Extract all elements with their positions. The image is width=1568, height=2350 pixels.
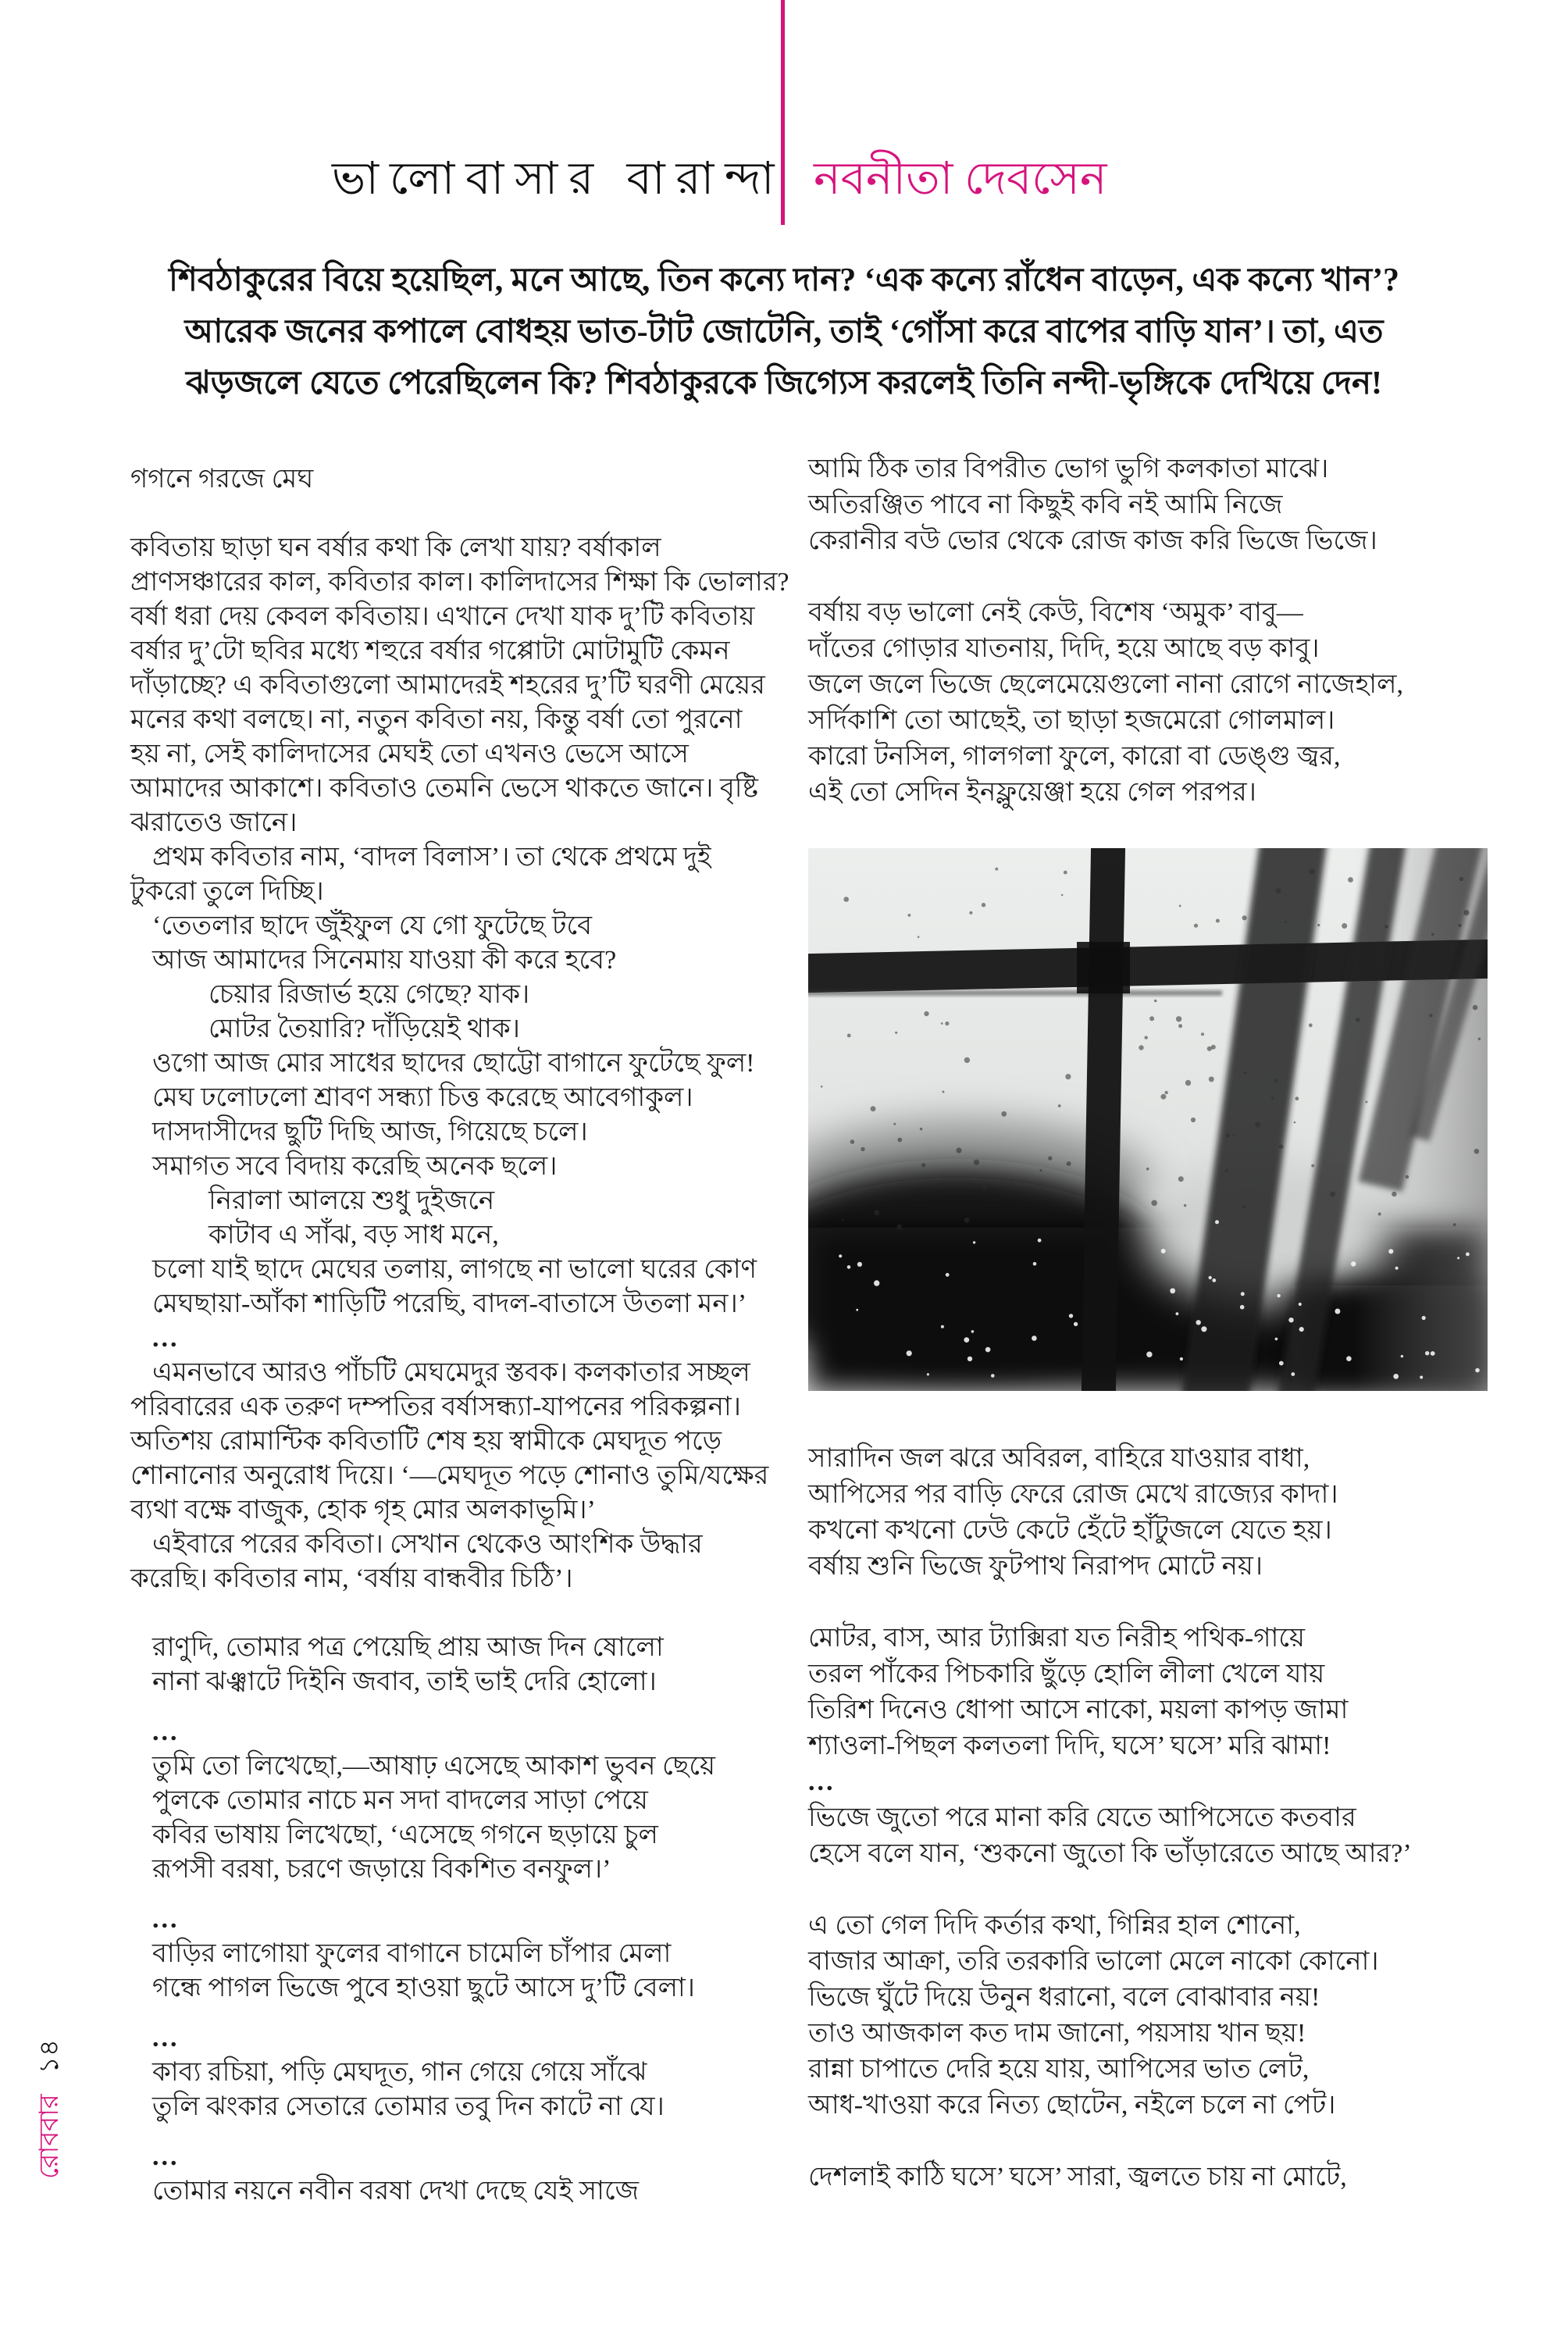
text-line: ... xyxy=(152,1717,180,1746)
column-title: ভালোবাসার বারান্দা xyxy=(332,153,786,204)
text-line: এমনভাবে আরও পাঁচটি মেঘমেদুর স্তবক। কলকাতার সচ্ছল xyxy=(152,1358,750,1387)
text-line: প্রথম কবিতার নাম, ‘বাদল বিলাস’। তা থেকে প্রথমে দুই xyxy=(152,843,711,872)
text-line: তিরিশ দিনেও ধোপা আসে নাকো, ময়লা কাপড় জামা xyxy=(808,1696,1349,1724)
text-line: রাণুদি, তোমার পত্র পেয়েছি প্রায় আজ দিন ষোলো xyxy=(152,1633,664,1662)
page-edge-tab xyxy=(34,2039,66,2179)
text-line: চলো যাই ছাদে মেঘের তলায়, লাগছে না ভালো ঘরের কোণ xyxy=(152,1255,757,1284)
text-line: ভিজে ঘুঁটে দিয়ে উনুন ধরানো, বলে বোঝাবার নয়! xyxy=(808,1983,1320,2012)
text-line: তুমি তো লিখেছো,—আষাঢ় এসেছে আকাশ ভুবন ছেয়ে xyxy=(152,1752,716,1781)
text-line: কাটাব এ সাঁঝ, বড় সাধ মনে, xyxy=(208,1221,499,1250)
text-line: অতিশয় রোমান্টিক কবিতাটি শেষ হয় স্বামীকে মেঘদূত পড়ে xyxy=(130,1427,722,1456)
text-line: রান্না চাপাতে দেরি হয়ে যায়, আপিসের ভাত লেট, xyxy=(808,2055,1310,2084)
right-column-text-bottom xyxy=(808,1441,1495,2195)
page-number: ১৪ xyxy=(35,2039,64,2074)
text-line: নানা ঝঞ্ঝাটে দিইনি জবাব, তাই ভাই দেরি হোলো। xyxy=(152,1667,657,1696)
text-line: ... xyxy=(808,1767,836,1796)
text-line: বর্ষার দু’টো ছবির মধ্যে শহুরে বর্ষার গপ্পোটা মোটামুটি কেমন xyxy=(130,637,730,665)
section-heading: গগনে গরজে মেঘ xyxy=(130,465,314,494)
author-name: নবনীতা দেবসেন xyxy=(814,153,1107,204)
text-line: পরিবারের এক তরুণ দম্পতির বর্ষাসন্ধ্যা-যাপনের পরিকল্পনা। xyxy=(130,1393,741,1421)
text-line: রূপসী বরষা, চরণে জড়ায়ে বিকশিত বনফুল।’ xyxy=(152,1855,611,1884)
text-line: নিরালা আলয়ে শুধু দুইজনে xyxy=(208,1186,495,1215)
rain-window-photo xyxy=(808,848,1488,1391)
intro-line: শিবঠাকুরের বিয়ে হয়েছিল, মনে আছে, তিন কন্যে দান? ‘এক কন্যে রাঁধেন বাড়েন, এক কন্যে খান’? xyxy=(168,262,1400,298)
text-line: বর্ষায় বড় ভালো নেই কেউ, বিশেষ ‘অমুক’ বাবু— xyxy=(808,598,1303,627)
text-line: শোনানোর অনুরোধ দিয়ে। ‘—মেঘদূত পড়ে শোনাও তুমি/যক্ষের xyxy=(130,1461,769,1490)
text-line: এ তো গেল দিদি কর্তার কথা, গিন্নির হাল শোনো, xyxy=(808,1911,1301,1940)
text-line: কবির ভাষায় লিখেছো, ‘এসেছে গগনে ছড়ায়ে চুল xyxy=(152,1820,658,1849)
intro-paragraph xyxy=(117,255,1451,409)
text-line: কখনো কখনো ঢেউ কেটে হেঁটে হাঁটুজলে যেতে হয়। xyxy=(808,1516,1332,1545)
text-line: আপিসের পর বাড়ি ফেরে রোজ মেখে রাজ্যের কাদা। xyxy=(808,1480,1338,1509)
text-line: ... xyxy=(152,2142,180,2171)
text-line: ... xyxy=(152,1905,180,1934)
text-line: ... xyxy=(152,2024,180,2052)
text-line: বাজার আক্রা, তরি তরকারি ভালো মেলে নাকো কোনো। xyxy=(808,1947,1379,1976)
text-line: প্রাণসঞ্চারের কাল, কবিতার কাল। কালিদাসের শিক্ষা কি ভোলার? xyxy=(130,568,789,597)
text-line: টুকরো তুলে দিচ্ছি। xyxy=(130,877,324,906)
text-line: মোটর তৈয়ারি? দাঁড়িয়েই থাক। xyxy=(208,1015,520,1043)
text-line: তরল পাঁকের পিচকারি ছুঁড়ে হোলি লীলা খেলে যায় xyxy=(808,1660,1325,1689)
right-column-text-top xyxy=(808,451,1495,811)
text-line: আমাদের আকাশে। কবিতাও তেমনি ভেসে থাকতে জানে। বৃষ্টি xyxy=(130,774,758,803)
text-line: দাসদাসীদের ছুটি দিছি আজ, গিয়েছে চলে। xyxy=(152,1118,588,1146)
text-line: কেরানীর বউ ভোর থেকে রোজ কাজ করি ভিজে ভিজে। xyxy=(808,526,1377,555)
text-line: ব্যথা বক্ষে বাজুক, হোক গৃহ মোর অলকাভূমি।’ xyxy=(130,1496,596,1524)
text-line: দাঁড়াচ্ছে? এ কবিতাগুলো আমাদেরই শহরের দু’টি ঘরণী মেয়ের xyxy=(130,671,765,700)
blank-line xyxy=(808,1872,1495,1908)
intro-line: ঝড়জলে যেতে পেরেছিলেন কি? শিবঠাকুরকে জিগ্যেস করলেই তিনি নন্দী-ভৃঙ্গিকে দেখিয়ে দেন! xyxy=(185,366,1383,401)
blank-line xyxy=(808,559,1495,595)
text-line: কবিতায় ছাড়া ঘন বর্ষার কথা কি লেখা যায়? বর্ষাকাল xyxy=(130,533,661,562)
text-line: আধ-খাওয়া করে নিত্য ছোটেন, নইলে চলে না পেট। xyxy=(808,2091,1336,2120)
text-line: অতিরঞ্জিত পাবে না কিছুই কবি নই আমি নিজে xyxy=(808,490,1283,519)
text-line: বর্ষা ধরা দেয় কেবল কবিতায়। এখানে দেখা যাক দু’টি কবিতায় xyxy=(130,602,755,631)
text-line: পুলকে তোমার নাচে মন সদা বাদলের সাড়া পেয়ে xyxy=(152,1786,648,1815)
text-line: দাঁতের গোড়ার যাতনায়, দিদি, হয়ে আছে বড় কাবু। xyxy=(808,634,1320,663)
text-line: মনের কথা বলছে। না, নতুন কবিতা নয়, কিন্তু বর্ষা তো পুরনো xyxy=(130,705,743,734)
magazine-name: রোববার xyxy=(35,2094,64,2179)
text-line: তুলি ঝংকার সেতারে তোমার তবু দিন কাটে না যে। xyxy=(152,2092,665,2121)
text-line: ওগো আজ মোর সাধের ছাদের ছোট্টো বাগানে ফুটেছে ফুল! xyxy=(152,1049,755,1078)
text-line: মোটর, বাস, আর ট্যাক্সিরা যত নিরীহ পথিক-গায়ে xyxy=(808,1624,1306,1653)
blank-line xyxy=(130,1596,790,1631)
text-line: শ্যাওলা-পিছল কলতলা দিদি, ঘসে’ ঘসে’ মরি ঝামা! xyxy=(808,1731,1331,1760)
text-line: ঝরাতেও জানে। xyxy=(130,808,298,837)
right-column xyxy=(808,451,1495,2195)
text-line: আজ আমাদের সিনেমায় যাওয়া কী করে হবে? xyxy=(152,946,617,975)
text-line: তোমার নয়নে নবীন বরষা দেখা দেছে যেই সাজে xyxy=(152,2177,640,2206)
left-column xyxy=(130,462,790,2209)
blank-line xyxy=(808,1585,1495,1621)
text-line: সমাগত সবে বিদায় করেছি অনেক ছলে। xyxy=(152,1152,558,1181)
text-line: কাব্য রচিয়া, পড়ি মেঘদূত, গান গেয়ে গেয়ে সাঁঝে xyxy=(152,2058,647,2087)
text-line: বর্ষায় শুনি ভিজে ফুটপাথ নিরাপদ মোটে নয়। xyxy=(808,1552,1263,1581)
intro-line: আরেক জনের কপালে বোধহয় ভাত-টাট জোটেনি, তাই ‘গোঁসা করে বাপের বাড়ি যান’। তা, এত xyxy=(184,314,1384,350)
text-line: এইবারে পরের কবিতা। সেখান থেকেও আংশিক উদ্ধার xyxy=(152,1530,703,1559)
text-line: বাড়ির লাগোয়া ফুলের বাগানে চামেলি চাঁপার মেলা xyxy=(152,1939,672,1968)
text-line: ... xyxy=(152,1324,180,1353)
text-line: তাও আজকাল কত দাম জানো, পয়সায় খান ছয়! xyxy=(808,2019,1306,2048)
text-line: সর্দিকাশি তো আছেই, তা ছাড়া হজমেরো গোলমাল। xyxy=(808,706,1335,735)
text-line: আমি ঠিক তার বিপরীত ভোগ ভুগি কলকাতা মাঝে। xyxy=(808,455,1329,483)
text-line: মেঘছায়া-আঁকা শাড়িটি পরেছি, বাদল-বাতাসে উতলা মন।’ xyxy=(152,1289,747,1318)
text-line: চেয়ার রিজার্ভ হয়ে গেছে? যাক। xyxy=(208,980,530,1009)
text-line: ‘তেতলার ছাদে জুঁইফুল যে গো ফুটেছে টবে xyxy=(152,911,593,940)
text-line: মেঘ ঢলোঢলো শ্রাবণ সন্ধ্যা চিত্ত করেছে আবেগাকুল। xyxy=(152,1083,693,1112)
text-line: সারাদিন জল ঝরে অবিরল, বাহিরে যাওয়ার বাধা, xyxy=(808,1444,1310,1473)
text-line: গন্ধে পাগল ভিজে পুবে হাওয়া ছুটে আসে দু’টি বেলা। xyxy=(152,1974,695,2002)
text-line: ভিজে জুতো পরে মানা করি যেতে আপিসেতে কতবার xyxy=(808,1803,1356,1832)
text-line: জলে জলে ভিজে ছেলেমেয়েগুলো নানা রোগে নাজেহাল, xyxy=(808,670,1404,699)
blank-line xyxy=(808,2124,1495,2159)
text-line: দেশলাই কাঠি ঘসে’ ঘসে’ সারা, জ্বলতে চায় না মোটে, xyxy=(808,2163,1347,2191)
text-line: হয় না, সেই কালিদাসের মেঘই তো এখনও ভেসে আসে xyxy=(130,740,689,768)
left-column-text xyxy=(130,531,790,2209)
rain-window-photo-art xyxy=(808,848,1488,1391)
text-line: হেসে বলে যান, ‘শুকনো জুতো কি ভাঁড়ারেতে আছে আর?’ xyxy=(808,1839,1412,1868)
text-line: কারো টনসিল, গালগলা ফুলে, কারো বা ডেঙ্গু জ্বর, xyxy=(808,742,1341,771)
text-line: করেছি। কবিতার নাম, ‘বর্ষায় বান্ধবীর চিঠি’। xyxy=(130,1564,573,1593)
text-line: এই তো সেদিন ইনফ্লুয়েঞ্জা হয়ে গেল পরপর। xyxy=(808,778,1256,807)
